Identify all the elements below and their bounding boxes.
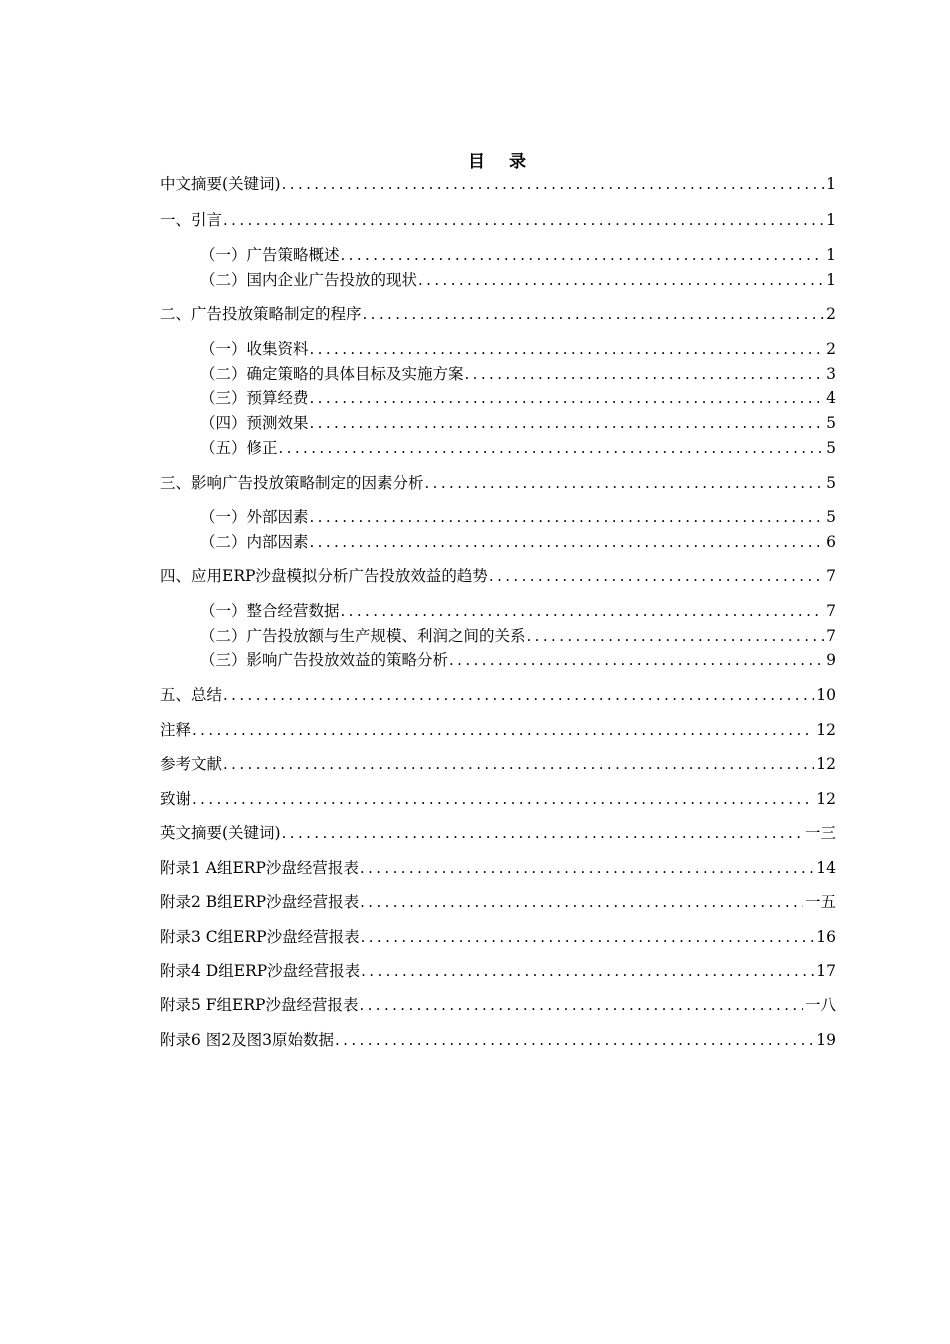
- toc-entry: [160, 925, 836, 949]
- toc-entry-label: 附录1 A组ERP沙盘经营报表: [160, 859, 359, 877]
- toc-entry-page: 3: [826, 365, 836, 383]
- toc-entry: [200, 436, 836, 460]
- toc-heading-right: 录: [509, 152, 528, 172]
- toc-entry: [200, 599, 836, 623]
- toc-entry-label: （三）影响广告投放效益的策略分析: [200, 651, 449, 669]
- toc-entry-page: 12: [816, 721, 836, 739]
- toc-entry-page: 5: [826, 474, 836, 492]
- toc-entry-page: 19: [816, 1031, 836, 1049]
- toc-entry-label: （一）广告策略概述: [200, 246, 340, 264]
- toc-heading: [0, 150, 950, 174]
- toc-leader-dots: [341, 599, 825, 623]
- toc-entry-label: （二）确定策略的具体目标及实施方案: [200, 365, 464, 383]
- toc-leader-dots: [465, 362, 825, 386]
- toc-entry-label: 中文摘要(关键词): [160, 175, 281, 193]
- toc-heading-left: 目: [468, 152, 487, 172]
- toc-entry-label: 四、应用ERP沙盘模拟分析广告投放效益的趋势: [160, 567, 488, 585]
- toc-entry-label: 附录2 B组ERP沙盘经营报表: [160, 893, 360, 911]
- toc-leader-dots: [363, 302, 825, 326]
- toc-entry-label: 英文摘要(关键词): [160, 824, 281, 842]
- toc-entry: [160, 787, 836, 811]
- toc-entry: [160, 471, 836, 495]
- toc-entry-label: （二）广告投放额与生产规模、利润之间的关系: [200, 627, 526, 645]
- toc-entry-page: 10: [816, 686, 836, 704]
- toc-entry-label: （二）内部因素: [200, 533, 309, 551]
- toc-entry-page: 1: [826, 246, 836, 264]
- toc-entry: [200, 648, 836, 672]
- toc-entry: [160, 993, 836, 1017]
- toc-leader-dots: [279, 436, 825, 460]
- toc-entry-page: 14: [816, 859, 836, 877]
- toc-entry: [160, 564, 836, 588]
- toc-entry-page: 7: [826, 627, 836, 645]
- toc-entry-page: 2: [826, 340, 836, 358]
- toc-entry: [160, 683, 836, 707]
- toc-entry-page: 17: [816, 962, 836, 980]
- toc-entry: [200, 505, 836, 529]
- toc-entry: [160, 718, 836, 742]
- toc-leader-dots: [282, 821, 803, 845]
- toc-entry: [200, 362, 836, 386]
- toc-entry-label: （五）修正: [200, 439, 278, 457]
- toc-entry-page: 5: [826, 508, 836, 526]
- toc-entry-label: 二、广告投放策略制定的程序: [160, 305, 362, 323]
- toc-entry-label: 注释: [160, 721, 192, 739]
- toc-entry: [200, 337, 836, 361]
- toc-leader-dots: [360, 856, 814, 880]
- toc-leader-dots: [310, 530, 825, 554]
- toc-entry-page: 7: [826, 567, 836, 585]
- toc-entry: [200, 411, 836, 435]
- toc-entry-label: 五、总结: [160, 686, 223, 704]
- toc-entry-label: 三、影响广告投放策略制定的因素分析: [160, 474, 424, 492]
- toc-entry-page: 5: [826, 439, 836, 457]
- toc-entry-label: 一、引言: [160, 211, 223, 229]
- toc-entry-label: （一）整合经营数据: [200, 602, 340, 620]
- toc-entry: [200, 624, 836, 648]
- toc-leader-dots: [418, 268, 824, 292]
- toc-entry: [160, 208, 836, 232]
- toc-entry: [160, 1028, 836, 1052]
- toc-leader-dots: [359, 993, 803, 1017]
- toc-entry: [200, 268, 836, 292]
- toc-leader-dots: [282, 172, 825, 196]
- toc-entry-label: 附录3 C组ERP沙盘经营报表: [160, 928, 360, 946]
- toc-entry-label: 附录4 D组ERP沙盘经营报表: [160, 962, 361, 980]
- toc-leader-dots: [310, 505, 825, 529]
- toc-entry-label: 致谢: [160, 790, 192, 808]
- toc-entry-label: （一）收集资料: [200, 340, 309, 358]
- toc-leader-dots: [192, 787, 814, 811]
- toc-entry-page: 一八: [804, 996, 836, 1014]
- toc-leader-dots: [310, 337, 825, 361]
- toc-entry: [160, 172, 836, 196]
- toc-entry-label: （三）预算经费: [200, 389, 309, 407]
- toc-entry-page: 7: [826, 602, 836, 620]
- toc-leader-dots: [449, 648, 824, 672]
- toc-entry-page: 1: [826, 211, 836, 229]
- toc-entry-page: 4: [826, 389, 836, 407]
- toc-leader-dots: [361, 925, 815, 949]
- toc-leader-dots: [335, 1028, 814, 1052]
- toc-entry-page: 5: [826, 414, 836, 432]
- toc-leader-dots: [360, 890, 803, 914]
- toc-leader-dots: [192, 718, 814, 742]
- toc-entry-label: （二）国内企业广告投放的现状: [200, 271, 418, 289]
- toc-leader-dots: [223, 208, 824, 232]
- toc-entry-page: 1: [826, 271, 836, 289]
- toc-leader-dots: [223, 683, 814, 707]
- toc-entry-page: 12: [816, 790, 836, 808]
- toc-entry-label: （一）外部因素: [200, 508, 309, 526]
- toc-entry: [160, 752, 836, 776]
- toc-leader-dots: [425, 471, 825, 495]
- toc-leader-dots: [310, 411, 825, 435]
- toc-entry-label: 附录6 图2及图3原始数据: [160, 1031, 335, 1049]
- toc-entry-page: 16: [816, 928, 836, 946]
- toc-leader-dots: [341, 243, 825, 267]
- toc-leader-dots: [489, 564, 824, 588]
- toc-entry-page: 1: [826, 175, 836, 193]
- toc-entry-page: 一五: [804, 893, 836, 911]
- toc-entry-label: （四）预测效果: [200, 414, 309, 432]
- toc-entry: [160, 890, 836, 914]
- toc-entry: [160, 302, 836, 326]
- toc-entry-page: 9: [826, 651, 836, 669]
- toc-entry-label: 附录5 F组ERP沙盘经营报表: [160, 996, 359, 1014]
- toc-entry-page: 6: [826, 533, 836, 551]
- toc-entry-page: 12: [816, 755, 836, 773]
- toc-entry: [160, 959, 836, 983]
- toc-entry: [200, 386, 836, 410]
- toc-entry-page: 一三: [804, 824, 836, 842]
- toc-leader-dots: [223, 752, 814, 776]
- toc-entry-label: 参考文献: [160, 755, 223, 773]
- toc-leader-dots: [361, 959, 814, 983]
- toc-entry: [160, 856, 836, 880]
- toc-entry: [160, 821, 836, 845]
- toc-entry: [200, 243, 836, 267]
- toc-entry: [200, 530, 836, 554]
- toc-leader-dots: [527, 624, 825, 648]
- toc-leader-dots: [310, 386, 825, 410]
- toc-entry-page: 2: [826, 305, 836, 323]
